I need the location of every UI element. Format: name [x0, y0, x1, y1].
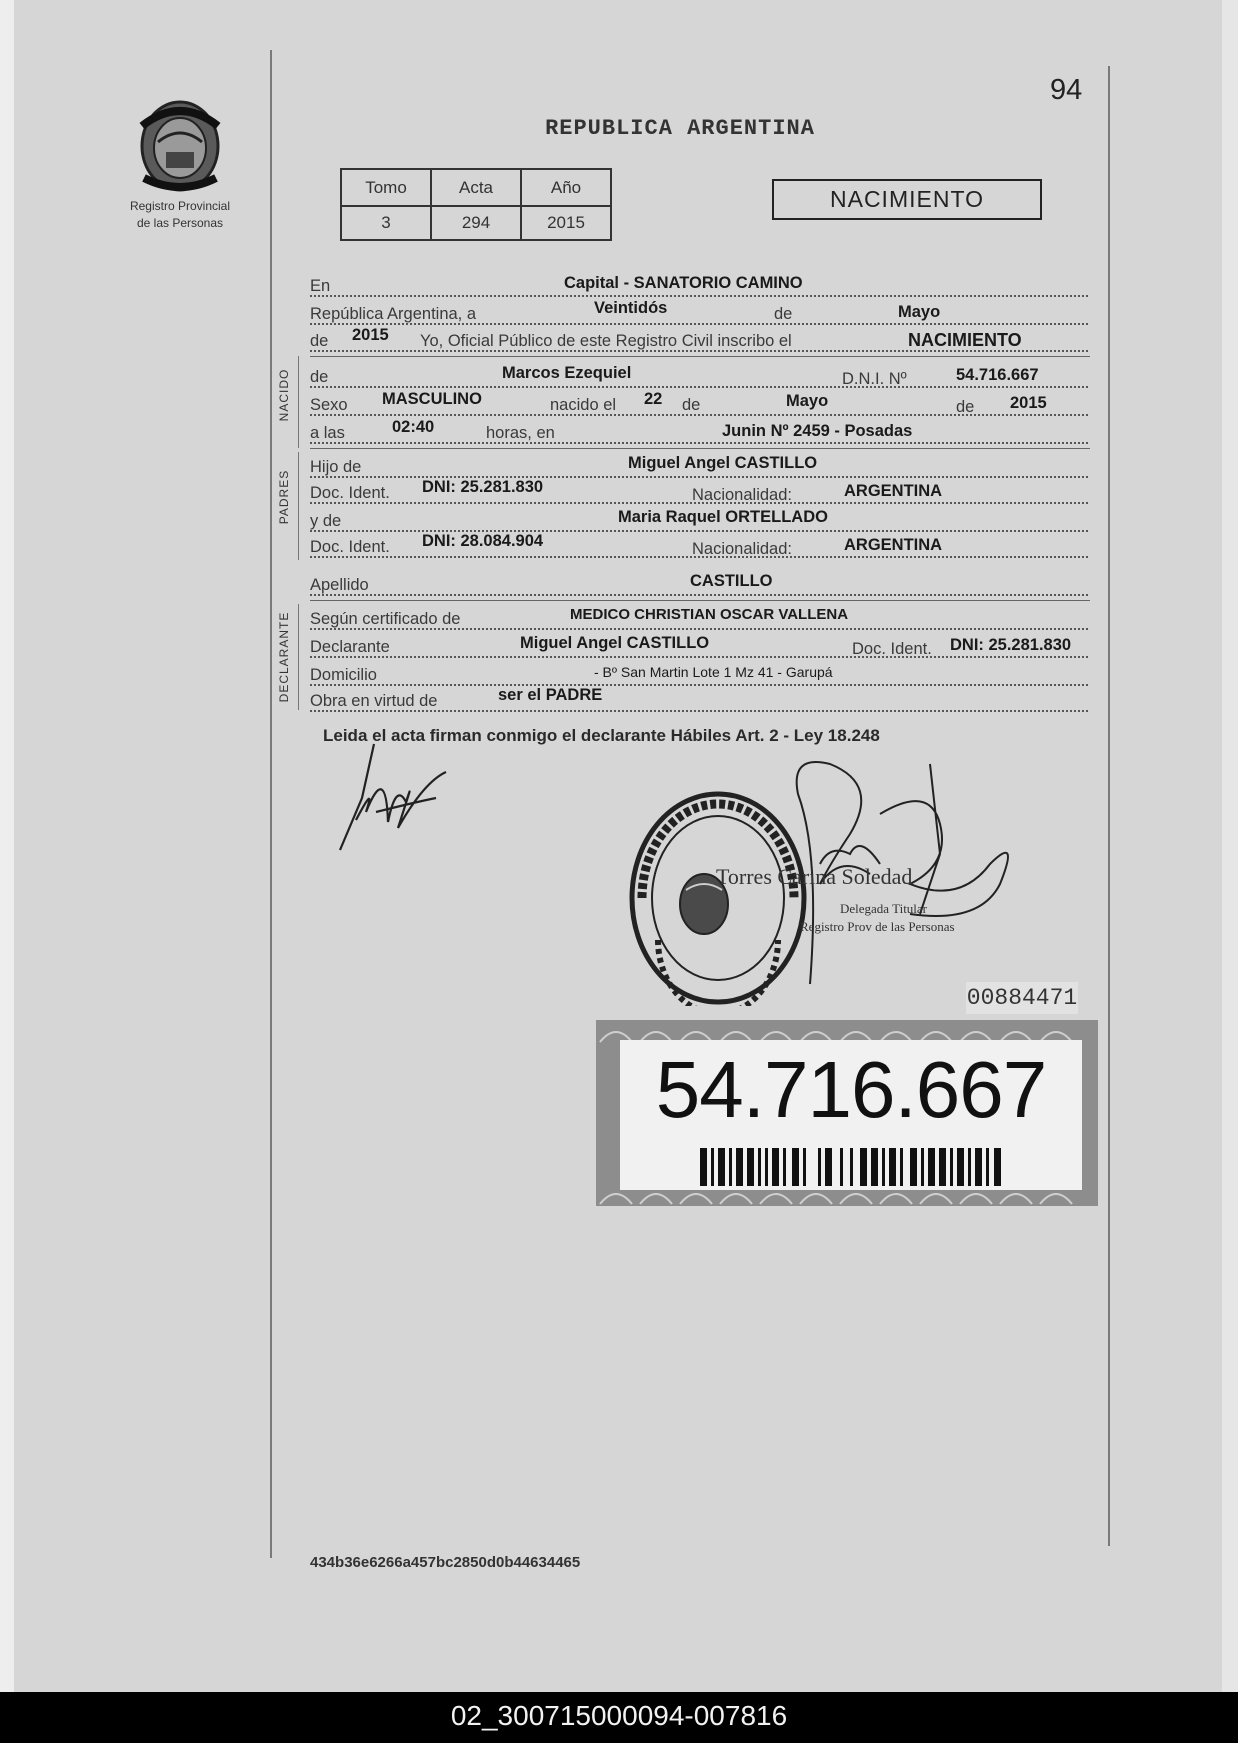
- right-margin-line: [1108, 66, 1110, 1546]
- de3-label: de: [310, 368, 329, 386]
- inscribe-value: NACIMIENTO: [908, 330, 1022, 350]
- en-label: En: [310, 277, 331, 295]
- de5-label: de: [956, 398, 975, 416]
- domicilio-label: Domicilio: [310, 666, 377, 684]
- registry-logo: [120, 96, 240, 230]
- row-declarante: [310, 632, 1088, 658]
- apellido-label: Apellido: [310, 576, 369, 594]
- oficial-text: Yo, Oficial Público de este Registro Civil inscribo el: [420, 332, 792, 350]
- birth-month-value: Mayo: [786, 392, 829, 410]
- declarant-name-value: Miguel Angel CASTILLO: [520, 634, 710, 652]
- child-name-value: Marcos Ezequiel: [502, 364, 632, 382]
- declarant-signature: [336, 742, 456, 854]
- register-header-acta: Acta: [431, 169, 521, 206]
- row-padre-doc: [310, 478, 1088, 504]
- footer-bar: [0, 1692, 1238, 1743]
- row-hijo: [310, 452, 1088, 478]
- row-apellido: [310, 570, 1088, 596]
- register-value-tomo: 3: [341, 206, 431, 240]
- section-bracket: [298, 356, 299, 448]
- official-role: Delegada Titular: [840, 901, 928, 916]
- de4-label: de: [682, 396, 701, 414]
- document-hash: 434b36e6266a457bc2850d0b44634465: [310, 1554, 581, 1571]
- docident3-label: Doc. Ident.: [852, 640, 932, 658]
- section-bracket: [298, 604, 299, 710]
- id-label-inner: [620, 1040, 1082, 1190]
- coat-of-arms-icon: [132, 96, 228, 196]
- row-sexo: [310, 390, 1088, 416]
- father-name-value: Miguel Angel CASTILLO: [628, 454, 818, 472]
- de2-label: de: [310, 332, 329, 350]
- segun-label: Según certificado de: [310, 610, 461, 628]
- official-seal: [628, 790, 808, 1006]
- record-type-badge: NACIMIENTO: [772, 179, 1042, 220]
- logo-caption-2: de las Personas: [136, 216, 224, 230]
- closing-statement: Leida el acta firman conmigo el declarante Hábiles Art. 2 - Ley 18.248: [323, 726, 880, 745]
- divider: [310, 600, 1090, 601]
- register-header-anio: Año: [521, 169, 611, 206]
- document-title: REPUBLICA ARGENTINA: [545, 116, 815, 141]
- row-hora: [310, 418, 1088, 444]
- address-value: - Bº San Martin Lote 1 Mz 41 - Garupá: [594, 664, 833, 680]
- sexo-label: Sexo: [310, 396, 348, 414]
- horas-label: horas, en: [486, 424, 555, 442]
- section-bracket: [298, 452, 299, 560]
- row-republica: [310, 299, 1088, 325]
- official-name: Torres Carina Soledad: [716, 864, 913, 889]
- declarant-doc-value: DNI: 25.281.830: [950, 636, 1072, 654]
- month-value: Mayo: [898, 303, 941, 321]
- father-doc-value: DNI: 25.281.830: [422, 478, 544, 496]
- sexo-value: MASCULINO: [382, 390, 482, 408]
- declarante-label: Declarante: [310, 638, 390, 656]
- day-value: Veintidós: [594, 299, 668, 317]
- hour-value: 02:40: [392, 418, 435, 436]
- docident2-label: Doc. Ident.: [310, 538, 390, 556]
- birth-year-value: 2015: [1010, 394, 1047, 412]
- left-margin-line: [270, 50, 272, 1558]
- row-domicilio: [310, 660, 1088, 686]
- obra-label: Obra en virtud de: [310, 692, 438, 710]
- yde-label: y de: [310, 512, 342, 530]
- mother-name-value: Maria Raquel ORTELLADO: [618, 508, 828, 526]
- divider: [310, 448, 1090, 449]
- divider: [310, 356, 1090, 357]
- certificate-doctor-value: MEDICO CHRISTIAN OSCAR VALLENA: [570, 606, 849, 623]
- de-label: de: [774, 305, 793, 323]
- register-value-anio: 2015: [521, 206, 611, 240]
- en-value: Capital - SANATORIO CAMINO: [564, 274, 803, 292]
- docident-label: Doc. Ident.: [310, 484, 390, 502]
- republica-label: República Argentina, a: [310, 305, 477, 323]
- section-label-padres: PADRES: [277, 469, 291, 525]
- page-number: 94: [1050, 74, 1083, 106]
- section-label-declarante: DECLARANTE: [277, 611, 291, 703]
- birthplace-value: Junin Nº 2459 - Posadas: [722, 422, 913, 440]
- logo-caption-1: Registro Provincial: [129, 199, 231, 213]
- alas-label: a las: [310, 424, 345, 442]
- official-office: Registro Prov de las Personas: [800, 919, 955, 934]
- mother-doc-value: DNI: 28.084.904: [422, 532, 544, 550]
- hijo-label: Hijo de: [310, 458, 362, 476]
- register-value-acta: 294: [431, 206, 521, 240]
- dni-value: 54.716.667: [956, 366, 1039, 384]
- nacido-label: nacido el: [550, 396, 617, 414]
- dni-label: D.N.I. Nº: [842, 370, 907, 388]
- birth-day-value: 22: [644, 390, 663, 408]
- id-number: 54.716.667: [655, 1045, 1047, 1134]
- surname-value: CASTILLO: [690, 572, 773, 590]
- row-en: [310, 271, 1088, 297]
- register-table: [340, 168, 612, 241]
- serial-number: 00884471: [966, 982, 1078, 1014]
- nacionalidad-label: Nacionalidad:: [692, 486, 792, 504]
- row-year: [310, 326, 1088, 352]
- id-label-sticker: [596, 1020, 1098, 1206]
- register-header-tomo: Tomo: [341, 169, 431, 206]
- row-madre-doc: [310, 532, 1088, 558]
- row-obra: [310, 686, 1088, 712]
- year-value: 2015: [352, 326, 389, 344]
- nacionalidad2-label: Nacionalidad:: [692, 540, 792, 558]
- barcode: [700, 1148, 1006, 1186]
- mother-nationality-value: ARGENTINA: [844, 536, 943, 554]
- reason-value: ser el PADRE: [498, 686, 603, 704]
- father-nationality-value: ARGENTINA: [844, 482, 943, 500]
- row-ydé: [310, 506, 1088, 532]
- footer-code: 02_300715000094-007816: [450, 1700, 788, 1731]
- row-nombre: [310, 362, 1088, 388]
- section-label-nacido: NACIDO: [277, 368, 291, 422]
- row-segun: [310, 604, 1088, 630]
